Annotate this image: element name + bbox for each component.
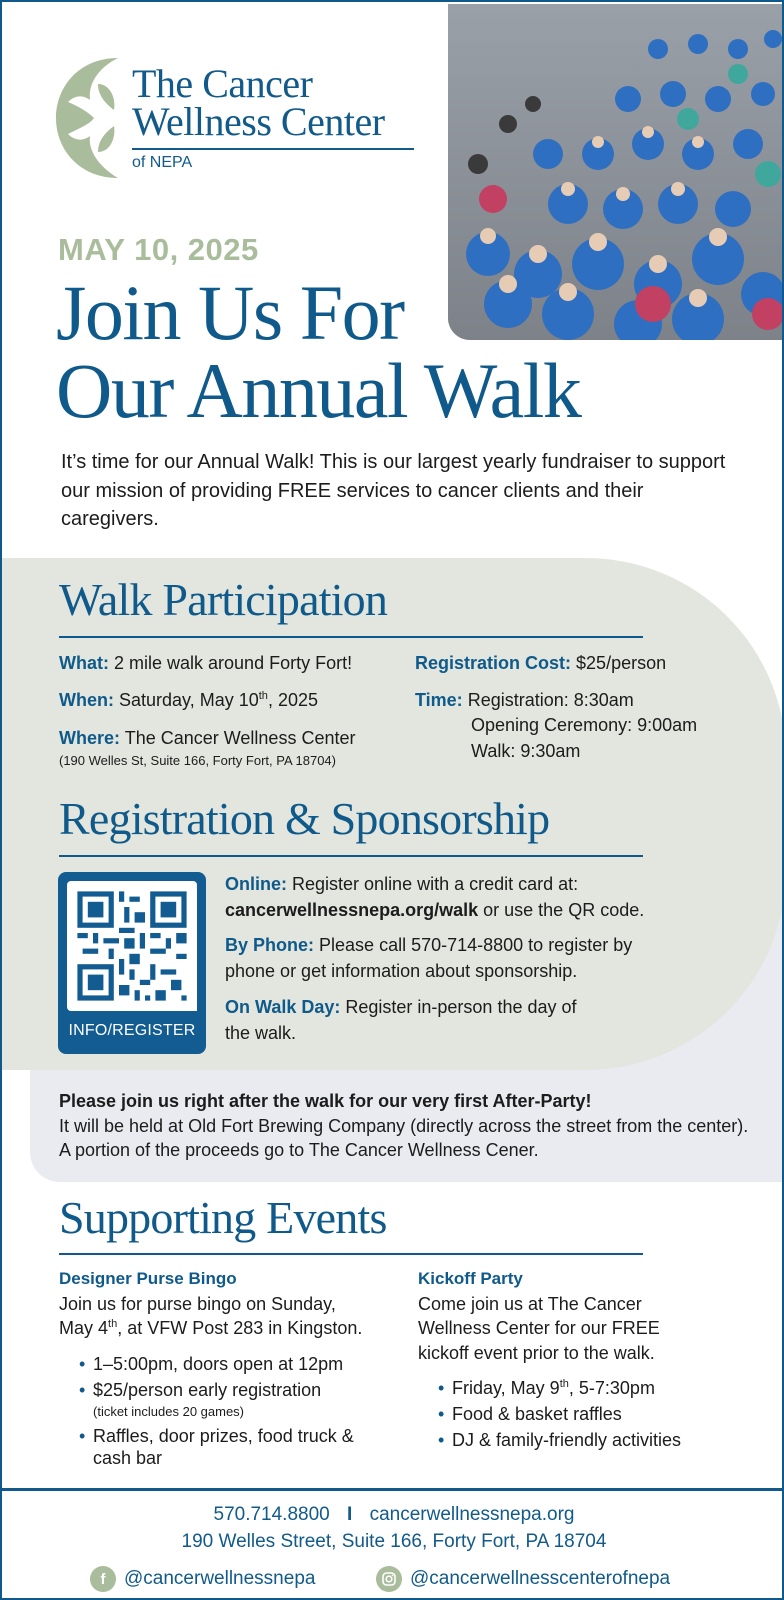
where-address: (190 Welles St, Suite 166, Forty Fort, PA 18704): [59, 753, 336, 768]
footer-website[interactable]: cancerwellnessnepa.org: [369, 1504, 575, 1525]
logo: [54, 52, 424, 192]
bingo-event: [59, 1267, 404, 1469]
what-value: 2 mile walk around Forty Fort!: [114, 653, 353, 673]
when-row: [59, 688, 318, 712]
list-item: • Friday, May 9th, 5-7:30pm: [438, 1375, 758, 1401]
page-title: [56, 269, 581, 434]
where-label: Where:: [59, 728, 121, 748]
time-opening: Opening Ceremony: 9:00am: [471, 715, 698, 735]
section-title-registration: Registration & Sponsorship: [59, 793, 550, 844]
logo-line-2: Wellness Center: [132, 99, 385, 144]
after-party-text: It will be held at Old Fort Brewing Company (directly across the street from the center). A portion of the proceeds go to The Cancer Wellness Cener.: [59, 1115, 749, 1160]
cost-label: Registration Cost:: [415, 653, 572, 673]
list-item: • 1–5:00pm, doors open at 12pm: [79, 1351, 404, 1377]
footer-address: 190 Welles Street, Suite 166, Forty Fort, PA 18704: [181, 1531, 607, 1552]
time-walk: Walk: 9:30am: [471, 741, 581, 761]
phone-label: By Phone:: [225, 935, 315, 955]
qr-code-card[interactable]: [58, 872, 206, 1054]
event-date: MAY 10, 2025: [58, 232, 259, 267]
where-value: The Cancer Wellness Center: [124, 728, 356, 748]
time-row: [415, 688, 634, 712]
what-row: [59, 651, 352, 675]
instagram-handle[interactable]: @cancerwellnesscenterofnepa: [376, 1566, 670, 1592]
bingo-details: [59, 1351, 404, 1469]
after-party-note: [59, 1089, 759, 1163]
list-item: • Food & basket raffles: [438, 1401, 758, 1427]
phone-registration: By Phone: Please call 570-714-8800 to register by phone or get information about sponsorship.: [225, 935, 633, 981]
footer-divider: [2, 1488, 784, 1491]
bingo-desc-1: Join us for purse bingo on Sunday,: [59, 1293, 336, 1314]
section-divider: [59, 855, 643, 857]
leaf-logo-icon: [54, 54, 124, 182]
kickoff-details: [418, 1375, 758, 1453]
when-label: When:: [59, 690, 114, 710]
where-row: [59, 726, 355, 772]
online-registration: Online: Register online with a credit card at: cancerwellnessnepa.org/walk or use the QR code.: [225, 874, 645, 920]
when-value: Saturday, May 10th, 2025: [119, 690, 318, 710]
list-item: • DJ & family-friendly activities: [438, 1427, 758, 1453]
footer-contact: [2, 1504, 784, 1526]
time-registration: Registration: 8:30am: [467, 690, 634, 710]
headline-line-1: Join Us For: [56, 269, 404, 356]
section-divider: [59, 636, 643, 638]
list-item: • $25/person early registration (ticket includes 20 games): [79, 1377, 404, 1421]
instagram-icon: [376, 1566, 402, 1592]
logo-line-3: of NEPA: [132, 154, 193, 171]
after-party-heading: Please join us right after the walk for our very first After-Party!: [59, 1091, 592, 1111]
walkday-registration: On Walk Day: Register in-person the day of the walk.: [225, 997, 577, 1043]
logo-divider: [132, 148, 414, 150]
what-label: What:: [59, 653, 109, 673]
online-label: Online:: [225, 874, 287, 894]
cost-value: $25/person: [576, 653, 667, 673]
headline-line-2: Our Annual Walk: [56, 347, 581, 434]
registration-link[interactable]: cancerwellnessnepa.org/walk: [225, 900, 479, 920]
section-divider: [59, 1253, 643, 1255]
qr-label: INFO/REGISTER: [68, 1022, 196, 1039]
section-title-participation: Walk Participation: [59, 574, 388, 625]
facebook-handle[interactable]: f @cancerwellnessnepa: [90, 1566, 315, 1592]
kickoff-desc-2: Wellness Center for our FREE: [418, 1318, 660, 1338]
logo-line-1: The Cancer: [132, 61, 313, 106]
cost-row: [415, 651, 666, 675]
intro-paragraph: It’s time for our Annual Walk! This is our largest yearly fundraiser to support our mission of providing FREE services to cancer clients and their caregivers.: [61, 451, 726, 530]
bingo-desc-2: May 4th, at VFW Post 283 in Kingston.: [59, 1318, 363, 1338]
bingo-title: Designer Purse Bingo: [59, 1269, 237, 1288]
kickoff-desc-1: Come join us at The Cancer: [418, 1293, 642, 1314]
list-item: • Raffles, door prizes, food truck & cash bar: [79, 1425, 379, 1469]
kickoff-event: [418, 1267, 758, 1453]
footer-separator: I: [347, 1504, 353, 1525]
kickoff-desc-3: kickoff event prior to the walk.: [418, 1342, 655, 1363]
kickoff-title: Kickoff Party: [418, 1269, 523, 1288]
section-title-events: Supporting Events: [59, 1192, 387, 1243]
time-label: Time:: [415, 690, 463, 710]
qr-code-icon: [67, 881, 197, 1011]
facebook-icon: f: [90, 1566, 116, 1592]
qr-code[interactable]: [67, 881, 197, 1011]
footer-phone[interactable]: 570.714.8800: [213, 1504, 330, 1525]
walkday-label: On Walk Day:: [225, 997, 341, 1017]
